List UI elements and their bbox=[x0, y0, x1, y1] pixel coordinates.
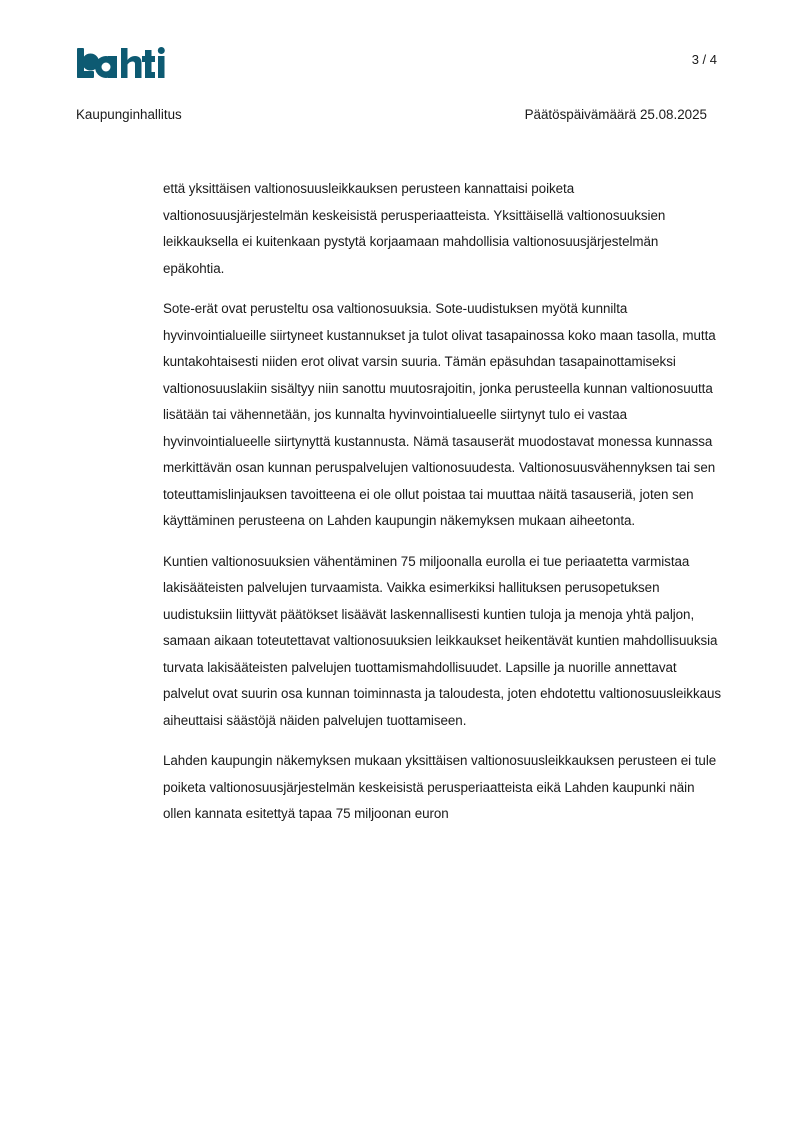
organization-name: Kaupunginhallitus bbox=[76, 107, 182, 122]
paragraph: että yksittäisen valtionosuusleikkauksen perusteen kannattaisi poiketa valtionosuusjärjestelmän keskeisistä perusperiaatteista. Yksittäisellä valtionosuuksien leikkauksella ei kuitenkaan pystytä korjaamaan mahdollisia valtionosuusjärjestelmän epäkohtia. bbox=[163, 181, 666, 276]
decision-date: Päätöspäivämäärä 25.08.2025 bbox=[524, 107, 707, 122]
lahti-logo bbox=[75, 44, 171, 84]
paragraph: Sote-erät ovat perusteltu osa valtionosuuksia. Sote-uudistuksen myötä kunnilta hyvinvointialueille siirtyneet kustannukset ja tulot olivat tasapainossa koko maan tasolla, mutta kuntakohtaisesti niiden erot olivat varsin suuria. Tämän epäsuhdan tasapainottamiseksi valtionosuuslakiin sisältyy niin sanottu muutosrajoitin, jonka perusteella kunnan valtionosuutta lisätään tai vähennetään, jos kunnalta hyvinvointialueelle siirtynyt tulo ei vastaa hyvinvointialueelle siirtynyttä kustannusta. Nämä tasauserät muodostavat monessa kunnassa merkittävän osan kunnan peruspalvelujen valtionosuudesta. Valtionosuusvähennyksen tai sen toteuttamislinjauksen tavoitteena ei ole ollut poistaa tai muuttaa näitä tasauseriä, joten sen käyttäminen perusteena on Lahden kaupungin näkemyksen mukaan aiheetonta. bbox=[163, 301, 716, 528]
document-body bbox=[163, 176, 723, 842]
lahti-logo-icon bbox=[75, 44, 171, 84]
document-header bbox=[76, 107, 707, 122]
paragraph: Lahden kaupungin näkemyksen mukaan yksittäisen valtionosuusleikkauksen perusteen ei tule poiketa valtionosuusjärjestelmän keskeisistä perusperiaatteista eikä Lahden kaupunki näin ollen kannata esitettyä tapaa 75 miljoonan euron bbox=[163, 753, 717, 821]
page-number: 3 / 4 bbox=[691, 52, 717, 67]
paragraph: Kuntien valtionosuuksien vähentäminen 75 miljoonalla eurolla ei tue periaatetta varmistaa lakisääteisten palvelujen turvaamista. Vaikka esimerkiksi hallituksen perusopetuksen uudistuksiin liittyvät päätökset lisäävät laskennallisesti kuntien tuloja ja menoja yhtä paljon, samaan aikaan toteutettavat valtionosuuksien leikkaukset heikentävät kuntien mahdollisuuksia turvata lakisääteisten palvelujen tuottamismahdollisuudet. Lapsille ja nuorille annettavat palvelut ovat suurin osa kunnan toiminnasta ja taloudesta, joten ehdotettu valtionosuusleikkaus aiheuttaisi säästöjä näiden palvelujen tuottamiseen. bbox=[163, 553, 722, 728]
